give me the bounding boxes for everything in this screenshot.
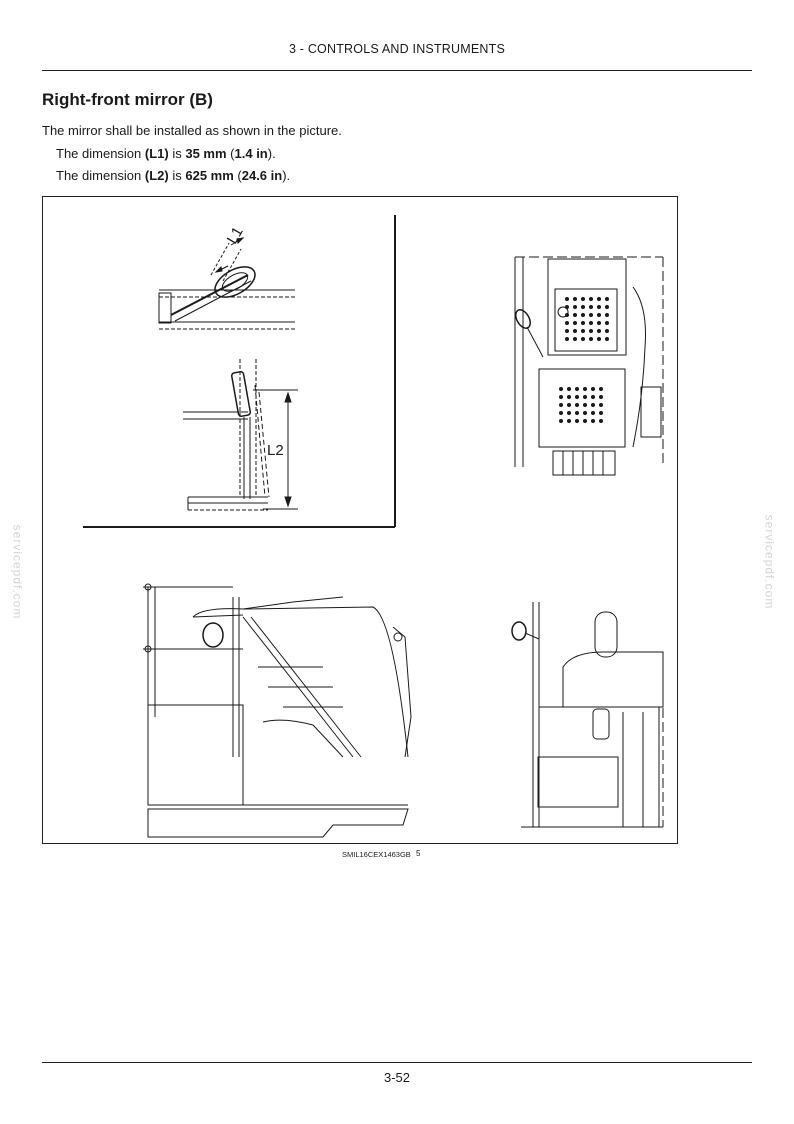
figure-frame — [42, 196, 678, 844]
dimension-l1-line — [56, 146, 276, 162]
figure-number: 5 — [416, 849, 421, 858]
header-rule — [42, 70, 752, 71]
mirror-top-view — [159, 238, 295, 329]
page-header-title: 3 - CONTROLS AND INSTRUMENTS — [288, 42, 506, 56]
text: ( — [233, 168, 242, 183]
dimension-label: (L2) — [144, 168, 169, 183]
dimension-l2-line — [56, 168, 290, 184]
text: ). — [267, 146, 276, 161]
section-title: Right-front mirror (B) — [42, 90, 213, 109]
imperial-value: 24.6 in — [241, 168, 283, 183]
metric-value: 625 mm — [185, 168, 234, 183]
machine-side-view — [143, 584, 411, 837]
imperial-value: 1.4 in — [234, 146, 268, 161]
text: is — [168, 146, 186, 161]
vent-grille-lower — [559, 387, 603, 423]
metric-value: 35 mm — [185, 146, 227, 161]
vent-grille-upper — [565, 297, 609, 341]
mirror-side-view — [183, 359, 298, 510]
dimension-l1-label: L1 — [223, 224, 247, 247]
intro-paragraph: The mirror shall be installed as shown in the picture. — [42, 123, 342, 138]
text: ). — [282, 168, 291, 183]
detail-inset — [83, 215, 395, 527]
page-number: 3-52 — [383, 1070, 411, 1085]
watermark-right: servicepdf.com — [762, 514, 777, 610]
machine-front-view — [512, 602, 663, 827]
figure-code: SMIL16CEX1463GB — [342, 850, 411, 859]
text: The dimension — [56, 146, 145, 161]
dimension-label: (L1) — [144, 146, 169, 161]
text: is — [168, 168, 186, 183]
text: ( — [226, 146, 235, 161]
footer-rule — [42, 1062, 752, 1063]
watermark-left: servicepdf.com — [10, 524, 25, 620]
dimension-l2-label: L2 — [267, 442, 284, 459]
machine-top-front-view — [513, 257, 663, 475]
text: The dimension — [56, 168, 145, 183]
mirror-installation-drawing — [43, 197, 679, 845]
